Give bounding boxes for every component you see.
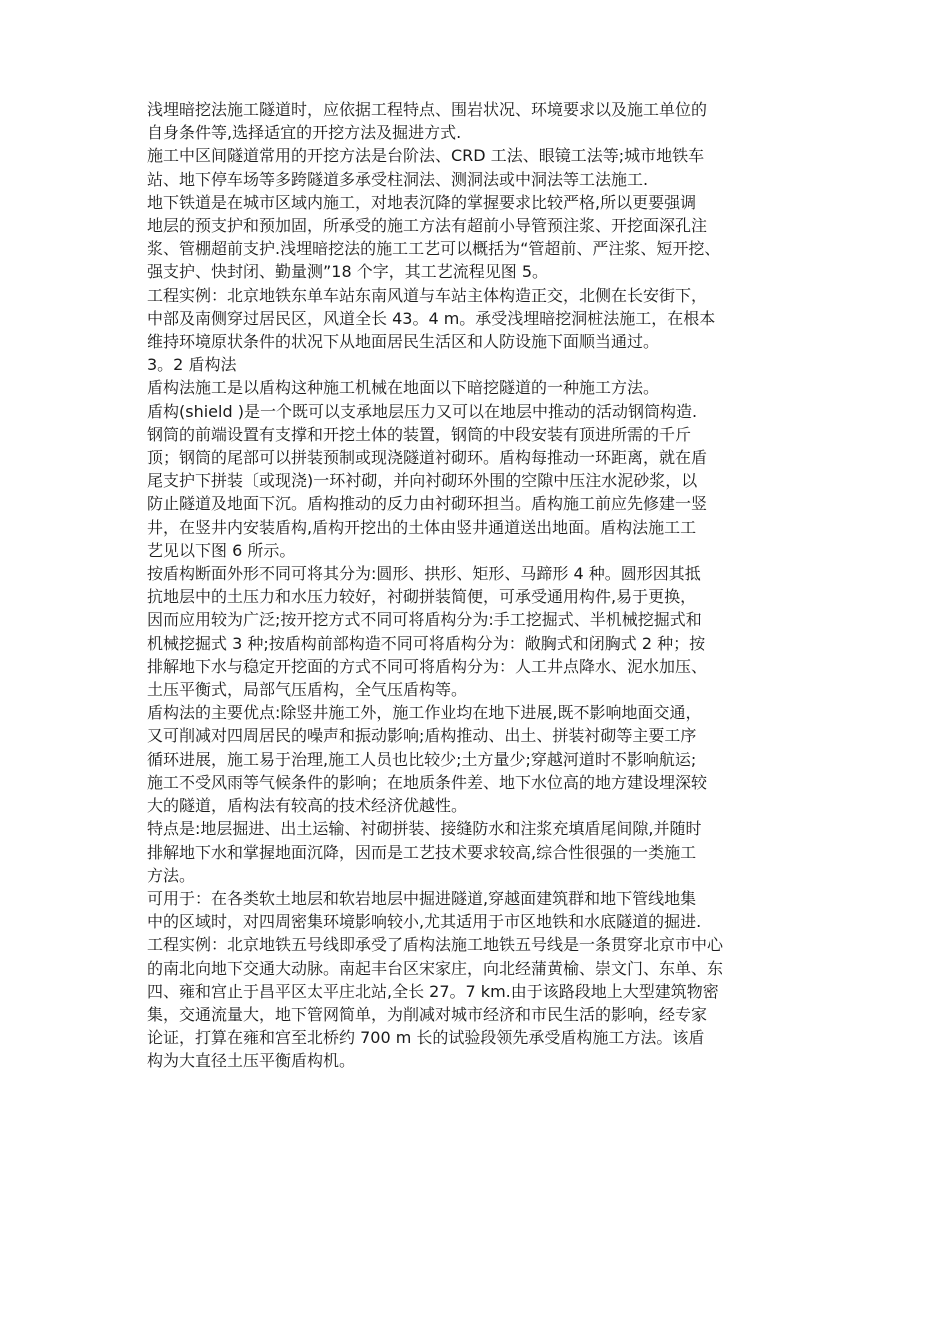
paragraph — [147, 376, 827, 399]
text-line: 工程实例：北京地铁东单车站东南风道与车站主体构造正交，北侧在长安街下， — [147, 285, 708, 305]
text-line: 站、地下停车场等多跨隧道多承受柱洞法、测洞法或中洞法等工法施工. — [147, 169, 649, 189]
text-line: 排解地下水和掌握地面沉降，因而是工艺技术要求较高,综合性很强的一类施工 — [147, 842, 697, 862]
text-line: 维持环境原状条件的状况下从地面居民生活区和人防设施下面顺当通过。 — [147, 332, 660, 352]
text-line: 防止隧道及地面下沉。盾构推动的反力由衬砌环担当。盾构施工前应先修建一竖 — [147, 494, 708, 514]
text-line: 盾构法施工是以盾构这种施工机械在地面以下暗挖隧道的一种施工方法。 — [147, 378, 660, 398]
text-line: 施工不受风雨等气候条件的影响；在地质条件差、地下水位高的地方建设埋深较 — [147, 772, 708, 792]
text-line: 可用于：在各类软土地层和软岩地层中掘进隧道,穿越面建筑群和地下管线地集 — [147, 888, 697, 908]
text-line: 顶；钢筒的尾部可以拼装预制或现浇隧道衬砌环。盾构每推动一环距离，就在盾 — [147, 448, 708, 468]
paragraph — [147, 933, 827, 1072]
paragraph — [147, 701, 827, 817]
text-line: 自身条件等,选择适宜的开挖方法及掘进方式. — [147, 123, 462, 143]
document-body — [147, 98, 827, 1073]
text-line: 3。2 盾构法 — [147, 355, 237, 375]
text-line: 盾构法的主要优点:除竖井施工外，施工作业均在地下进展,既不影响地面交通， — [147, 703, 702, 723]
text-line: 特点是:地层掘进、出土运输、衬砌拼装、接缝防水和注浆充填盾尾间隙,并随时 — [147, 819, 702, 839]
paragraph — [147, 817, 827, 887]
section-heading — [147, 353, 827, 376]
text-line: 尾支护下拼装〔或现浇)一环衬砌，并向衬砌环外围的空隙中压注水泥砂浆，以 — [147, 471, 698, 491]
text-line: 艺见以下图 6 所示。 — [147, 540, 296, 560]
text-line: 四、雍和宫止于昌平区太平庄北站,全长 27。7 km.由于该路段地上大型建筑物密 — [147, 981, 719, 1001]
paragraph — [147, 191, 827, 284]
paragraph — [147, 98, 827, 144]
paragraph — [147, 562, 827, 701]
text-line: 机械挖掘式 3 种;按盾构前部构造不同可将盾构分为：敞胸式和闭胸式 2 种；按 — [147, 633, 706, 653]
text-line: 按盾构断面外形不同可将其分为:圆形、拱形、矩形、马蹄形 4 种。圆形因其抵 — [147, 564, 701, 584]
text-line: 中部及南侧穿过居民区，风道全长 43。4 m。承受浅埋暗挖洞桩法施工，在根本 — [147, 308, 716, 328]
text-line: 工程实例：北京地铁五号线即承受了盾构法施工地铁五号线是一条贯穿北京市中心 — [147, 935, 724, 955]
text-line: 排解地下水与稳定开挖面的方式不同可将盾构分为：人工井点降水、泥水加压、 — [147, 656, 708, 676]
text-line: 大的隧道，盾构法有较高的技术经济优越性。 — [147, 796, 468, 816]
text-line: 强支护、快封闭、勤量测”18 个字，其工艺流程见图 5。 — [147, 262, 549, 282]
text-line: 因而应用较为广泛;按开挖方式不同可将盾构分为:手工挖掘式、半机械挖掘式和 — [147, 610, 702, 630]
text-line: 钢筒的前端设置有支撑和开挖土体的装置，钢筒的中段安装有顶进所需的千斤 — [147, 424, 692, 444]
text-line: 又可削减对四周居民的噪声和振动影响;盾构推动、出土、拼装衬砌等主要工序 — [147, 726, 697, 746]
text-line: 地下铁道是在城市区域内施工，对地表沉降的掌握要求比较严格,所以更要强调 — [147, 192, 697, 212]
paragraph — [147, 887, 827, 933]
text-line: 地层的预支护和预加固，所承受的施工方法有超前小导管预注浆、开挖面深孔注 — [147, 216, 708, 236]
text-line: 集，交通流量大，地下管网简单，为削减对城市经济和市民生活的影响，经专家 — [147, 1004, 708, 1024]
text-line: 方法。 — [147, 865, 196, 885]
text-line: 施工中区间隧道常用的开挖方法是台阶法、CRD 工法、眼镜工法等;城市地铁车 — [147, 146, 705, 166]
text-line: 论证，打算在雍和宫至北桥约 700 m 长的试验段领先承受盾构施工方法。该盾 — [147, 1028, 705, 1048]
text-line: 井，在竖井内安装盾构,盾构开挖出的土体由竖井通道送出地面。盾构法施工工 — [147, 517, 697, 537]
text-line: 的南北向地下交通大动脉。南起丰台区宋家庄，向北经蒲黄榆、崇文门、东单、东 — [147, 958, 724, 978]
text-line: 浅埋暗挖法施工隧道时，应依据工程特点、围岩状况、环境要求以及施工单位的 — [147, 100, 708, 119]
paragraph — [147, 144, 827, 190]
text-line: 盾构(shield )是一个既可以支承地层压力又可以在地层中推动的活动钢筒构造. — [147, 401, 698, 421]
text-line: 抗地层中的土压力和水压力较好，衬砌拼装简便，可承受通用构件,易于更换， — [147, 587, 697, 607]
text-line: 循环进展，施工易于治理,施工人员也比较少;土方量少;穿越河道时不影响航运; — [147, 749, 697, 769]
paragraph — [147, 400, 827, 562]
text-line: 中的区域时，对四周密集环境影响较小,尤其适用于市区地铁和水底隧道的掘进. — [147, 912, 702, 932]
text-line: 浆、管棚超前支护.浅埋暗挖法的施工工艺可以概括为“管超前、严注浆、短开挖、 — [147, 239, 721, 259]
text-line: 构为大直径土压平衡盾构机。 — [147, 1051, 356, 1071]
paragraph — [147, 284, 827, 354]
text-line: 土压平衡式，局部气压盾构，全气压盾构等。 — [147, 680, 468, 700]
